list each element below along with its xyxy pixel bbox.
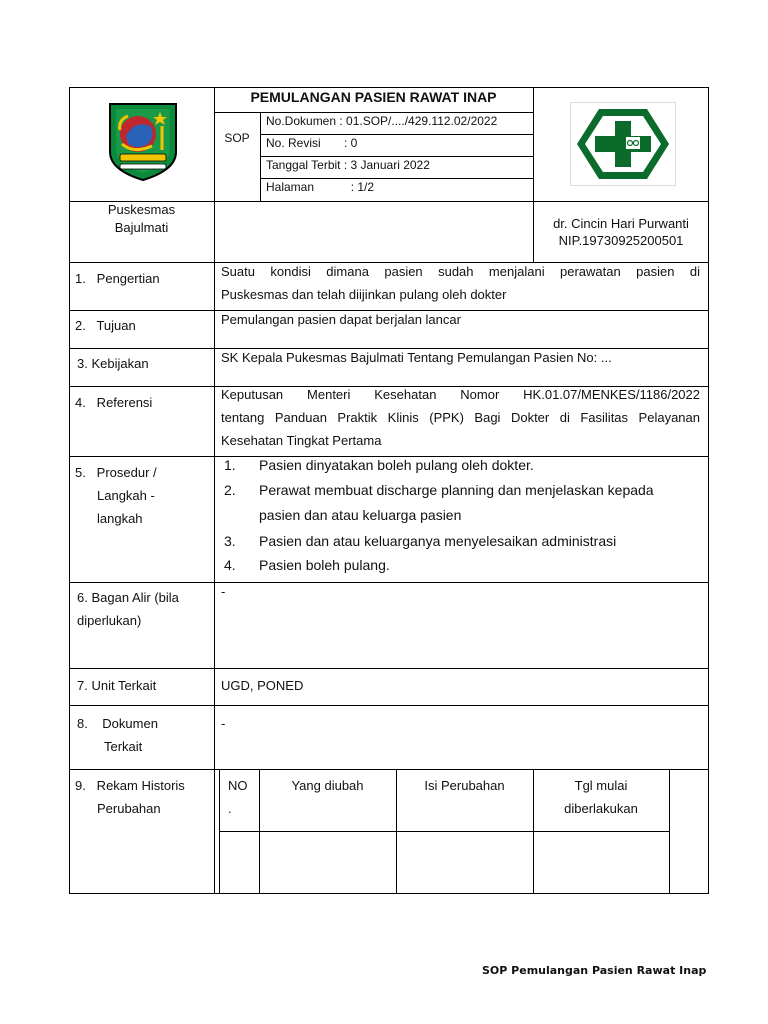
- step-text: Pasien dan atau keluarganya menyelesaikan administrasi: [259, 533, 617, 549]
- section-label-dokumen-line1: 8. Dokumen: [77, 716, 158, 731]
- regency-emblem-logo: [104, 100, 182, 184]
- step-number: 4.: [224, 557, 236, 573]
- section-label-rekam-line1: 9. Rekam Historis: [75, 778, 185, 793]
- unit-text: UGD, PONED: [221, 678, 304, 693]
- step-number: 2.: [224, 482, 236, 498]
- divider: [214, 112, 533, 113]
- history-col-date-line1: Tgl mulai: [574, 778, 628, 793]
- history-col-changed: Yang diubah: [291, 778, 364, 793]
- puskesmas-name-line2: Bajulmati: [114, 220, 169, 235]
- section-label-dokumen-line2: Terkait: [104, 739, 143, 754]
- doc-number: No.Dokumen : 01.SOP/..../429.112.02/2022: [266, 114, 498, 128]
- revision-number: No. Revisi : 0: [266, 136, 358, 150]
- section-label-prosedur-line1: 5. Prosedur /: [75, 465, 157, 480]
- section-label-rekam-line2: Perubahan: [97, 801, 161, 816]
- section-label-kebijakan: 3. Kebijakan: [77, 356, 149, 371]
- section-label-bagan-line2: diperlukan): [77, 613, 142, 628]
- page-number: Halaman : 1/2: [266, 180, 375, 194]
- pengertian-text-line2: Puskesmas dan telah diijinkan pulang oleh dokter: [221, 287, 507, 302]
- divider: [214, 87, 215, 262]
- divider: [260, 178, 533, 179]
- signer-name: dr. Cincin Hari Purwanti: [553, 216, 689, 231]
- divider: [260, 156, 533, 157]
- step-text: Pasien boleh pulang.: [259, 557, 390, 573]
- section-label-prosedur-line2: Langkah -: [97, 488, 155, 503]
- section-label-tujuan: 2. Tujuan: [75, 318, 136, 333]
- sop-label: SOP: [224, 131, 250, 145]
- document-title: PEMULANGAN PASIEN RAWAT INAP: [250, 89, 497, 105]
- referensi-text-line2: tentang Panduan Praktik Klinis (PPK) Bagi Dokter di Fasilitas Pelayanan: [221, 410, 700, 425]
- history-col-content: Isi Perubahan: [424, 778, 505, 793]
- history-col-no: NO: [228, 778, 248, 793]
- step-text: Pasien dinyatakan boleh pulang oleh dokter.: [259, 457, 534, 473]
- divider: [219, 831, 669, 832]
- history-col-no-dot: .: [228, 801, 232, 816]
- history-col-date-line2: diberlakukan: [564, 801, 638, 816]
- divider: [214, 262, 215, 894]
- divider: [69, 668, 709, 669]
- bagan-text: -: [221, 584, 226, 599]
- issue-date: Tanggal Terbit : 3 Januari 2022: [266, 158, 430, 172]
- puskesmas-name-line1: Puskesmas: [107, 202, 176, 217]
- divider: [69, 582, 709, 583]
- step-number: 3.: [224, 533, 236, 549]
- divider: [69, 705, 709, 706]
- section-label-bagan-line1: 6. Bagan Alir (bila: [77, 590, 179, 605]
- divider: [260, 134, 533, 135]
- pengertian-text-line1: Suatu kondisi dimana pasien sudah menjalani perawatan pasien di: [221, 264, 700, 279]
- dokumen-text: -: [221, 716, 226, 731]
- divider: [69, 769, 709, 770]
- referensi-text-line1: Keputusan Menteri Kesehatan Nomor HK.01.07/MENKES/1186/2022: [221, 387, 700, 402]
- section-label-unit: 7. Unit Terkait: [77, 678, 157, 693]
- section-label-prosedur-line3: langkah: [97, 511, 143, 526]
- referensi-text-line3: Kesehatan Tingkat Pertama: [221, 433, 382, 448]
- section-label-referensi: 4. Referensi: [75, 395, 153, 410]
- kebijakan-text: SK Kepala Pukesmas Bajulmati Tentang Pemulangan Pasien No: ...: [221, 350, 612, 365]
- step-text: Perawat membuat discharge planning dan menjelaskan kepada: [259, 482, 654, 498]
- step-text-continued: pasien dan atau keluarga pasien: [259, 507, 462, 523]
- signer-nip: NIP.19730925200501: [558, 233, 684, 248]
- puskesmas-logo: [570, 102, 676, 186]
- step-number: 1.: [224, 457, 236, 473]
- divider: [669, 769, 670, 894]
- page-footer: SOP Pemulangan Pasien Rawat Inap: [482, 964, 707, 977]
- tujuan-text: Pemulangan pasien dapat berjalan lancar: [221, 312, 461, 327]
- section-label-pengertian: 1. Pengertian: [75, 271, 160, 286]
